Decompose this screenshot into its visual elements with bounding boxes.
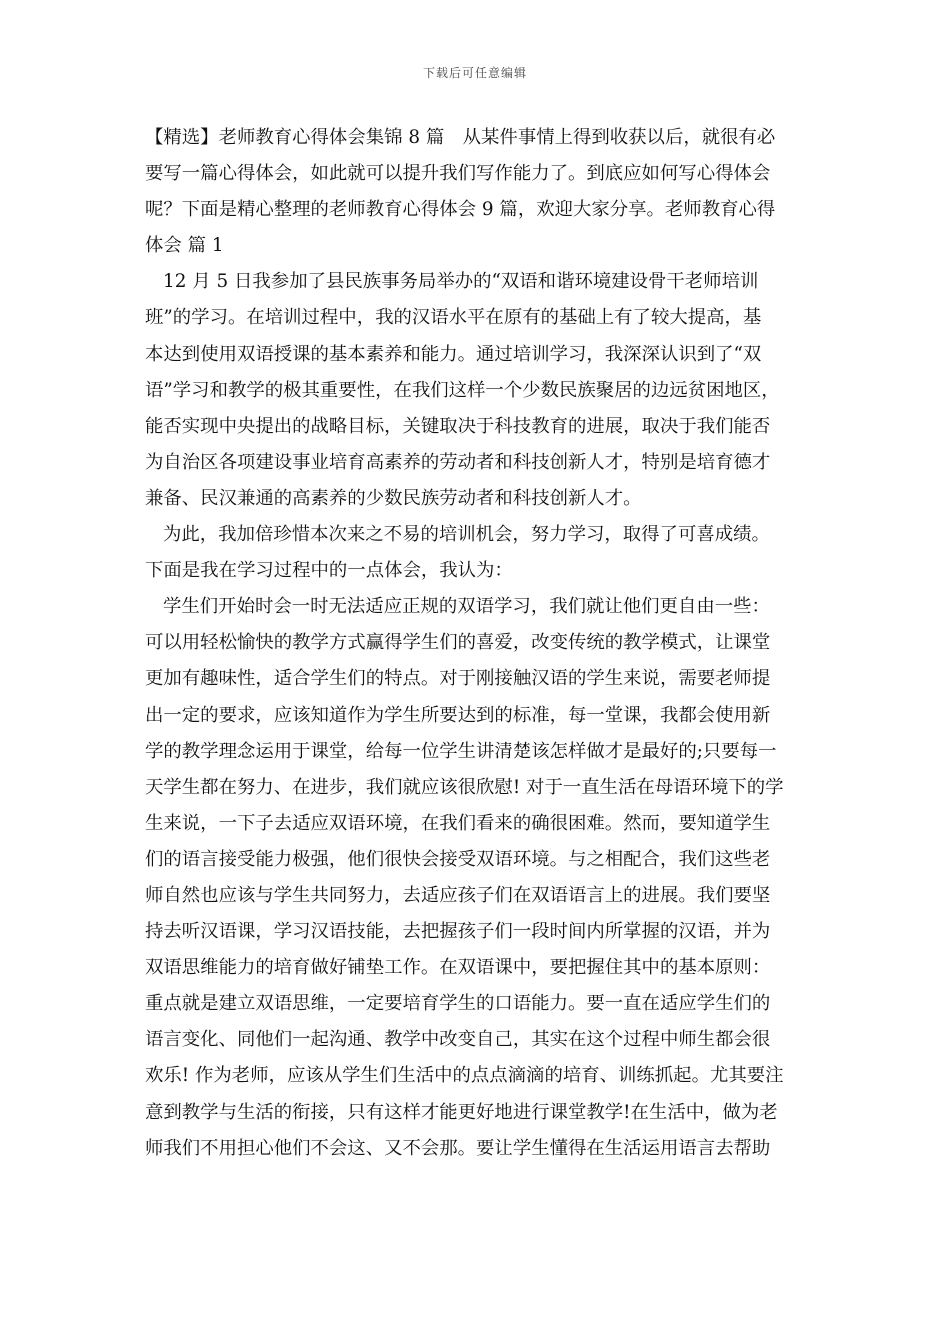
text-line: 更加有趣味性，适合学生们的特点。对于刚接触汉语的学生来说，需要老师提: [145, 668, 771, 690]
text-line: 双语思维能力的培育做好铺垫工作。在双语课中，要把握住其中的基本原则：: [145, 957, 771, 979]
text-line: 生来说，一下子去适应双语环境，在我们看来的确很困难。然而，要知道学生: [145, 812, 771, 834]
text-line: 欢乐! 作为老师，应该从学生们生活中的点点滴滴的培育、训练抓起。尤其要注: [145, 1065, 784, 1087]
text-line: 为自治区各项建设事业培育高素养的劳动者和科技创新人才，特别是培育德才: [145, 451, 771, 473]
text-line: 下面是我在学习过程中的一点体会，我认为：: [145, 560, 513, 582]
text-line: 师我们不用担心他们不会这、又不会那。要让学生懂得在生活运用语言去帮助: [145, 1137, 771, 1159]
text-line: 语言变化、同他们一起沟通、教学中改变自己，其实在这个过程中师生都会很: [145, 1029, 771, 1051]
text-line: 持去听汉语课，学习汉语技能，去把握孩子们一段时间内所掌握的汉语，并为: [145, 921, 771, 943]
document-body: [145, 120, 810, 1167]
paragraph-first-line: 12 月 5 日我参加了县民族事务局举办的“双语和谐环境建设骨干老师培训: [163, 271, 759, 293]
text-line: 要写一篇心得体会，如此就可以提升我们写作能力了。到底应如何写心得体会: [145, 163, 771, 185]
text-line: 重点就是建立双语思维，一定要培育学生的口语能力。要一直在适应学生们的: [145, 993, 771, 1015]
text-line: 能否实现中央提出的战略目标，关键取决于科技教育的进展，取决于我们能否: [145, 415, 771, 437]
text-line: 【精选】老师教育心得体会集锦 8 篇 从某件事情上得到收获以后，就很有必: [145, 127, 776, 148]
text-line: 兼备、民汉兼通的高素养的少数民族劳动者和科技创新人才。: [145, 487, 642, 509]
text-line: 呢？下面是精心整理的老师教育心得体会 9 篇，欢迎大家分享。老师教育心得: [145, 199, 776, 221]
text-line: 本达到使用双语授课的基本素养和能力。通过培训学习，我深深认识到了“双: [145, 343, 762, 365]
text-line: 师自然也应该与学生共同努力，去适应孩子们在双语语言上的进展。我们要坚: [145, 884, 771, 906]
page-header: 下载后可任意编辑: [422, 66, 527, 80]
text-line: 语”学习和教学的极其重要性，在我们这样一个少数民族聚居的边远贫困地区，: [145, 379, 780, 401]
text-line: 可以用轻松愉快的教学方式赢得学生们的喜爱，改变传统的教学模式，让课堂: [145, 632, 771, 654]
paragraph-first-line: 为此，我加倍珍惜本次来之不易的培训机会，努力学习，取得了可喜成绩。: [163, 524, 770, 546]
text-line: 体会 篇 1: [145, 235, 224, 257]
text-line: 出一定的要求，应该知道作为学生所要达到的标准，每一堂课，我都会使用新: [145, 704, 771, 726]
text-line: 天学生都在努力、在进步，我们就应该很欣慰! 对于一直生活在母语环境下的学: [145, 776, 784, 798]
text-line: 们的语言接受能力极强，他们很快会接受双语环境。与之相配合，我们这些老: [145, 848, 771, 870]
text-line: 班”的学习。在培训过程中，我的汉语水平在原有的基础上有了较大提高，基: [145, 307, 762, 329]
text-line: 意到教学与生活的衔接，只有这样才能更好地进行课堂教学!在生活中，做为老: [145, 1101, 778, 1123]
text-line: 学的教学理念运用于课堂，给每一位学生讲清楚该怎样做才是最好的;只要每一: [145, 740, 777, 762]
paragraph-first-line: 学生们开始时会一时无法适应正规的双语学习，我们就让他们更自由一些：: [163, 596, 770, 618]
